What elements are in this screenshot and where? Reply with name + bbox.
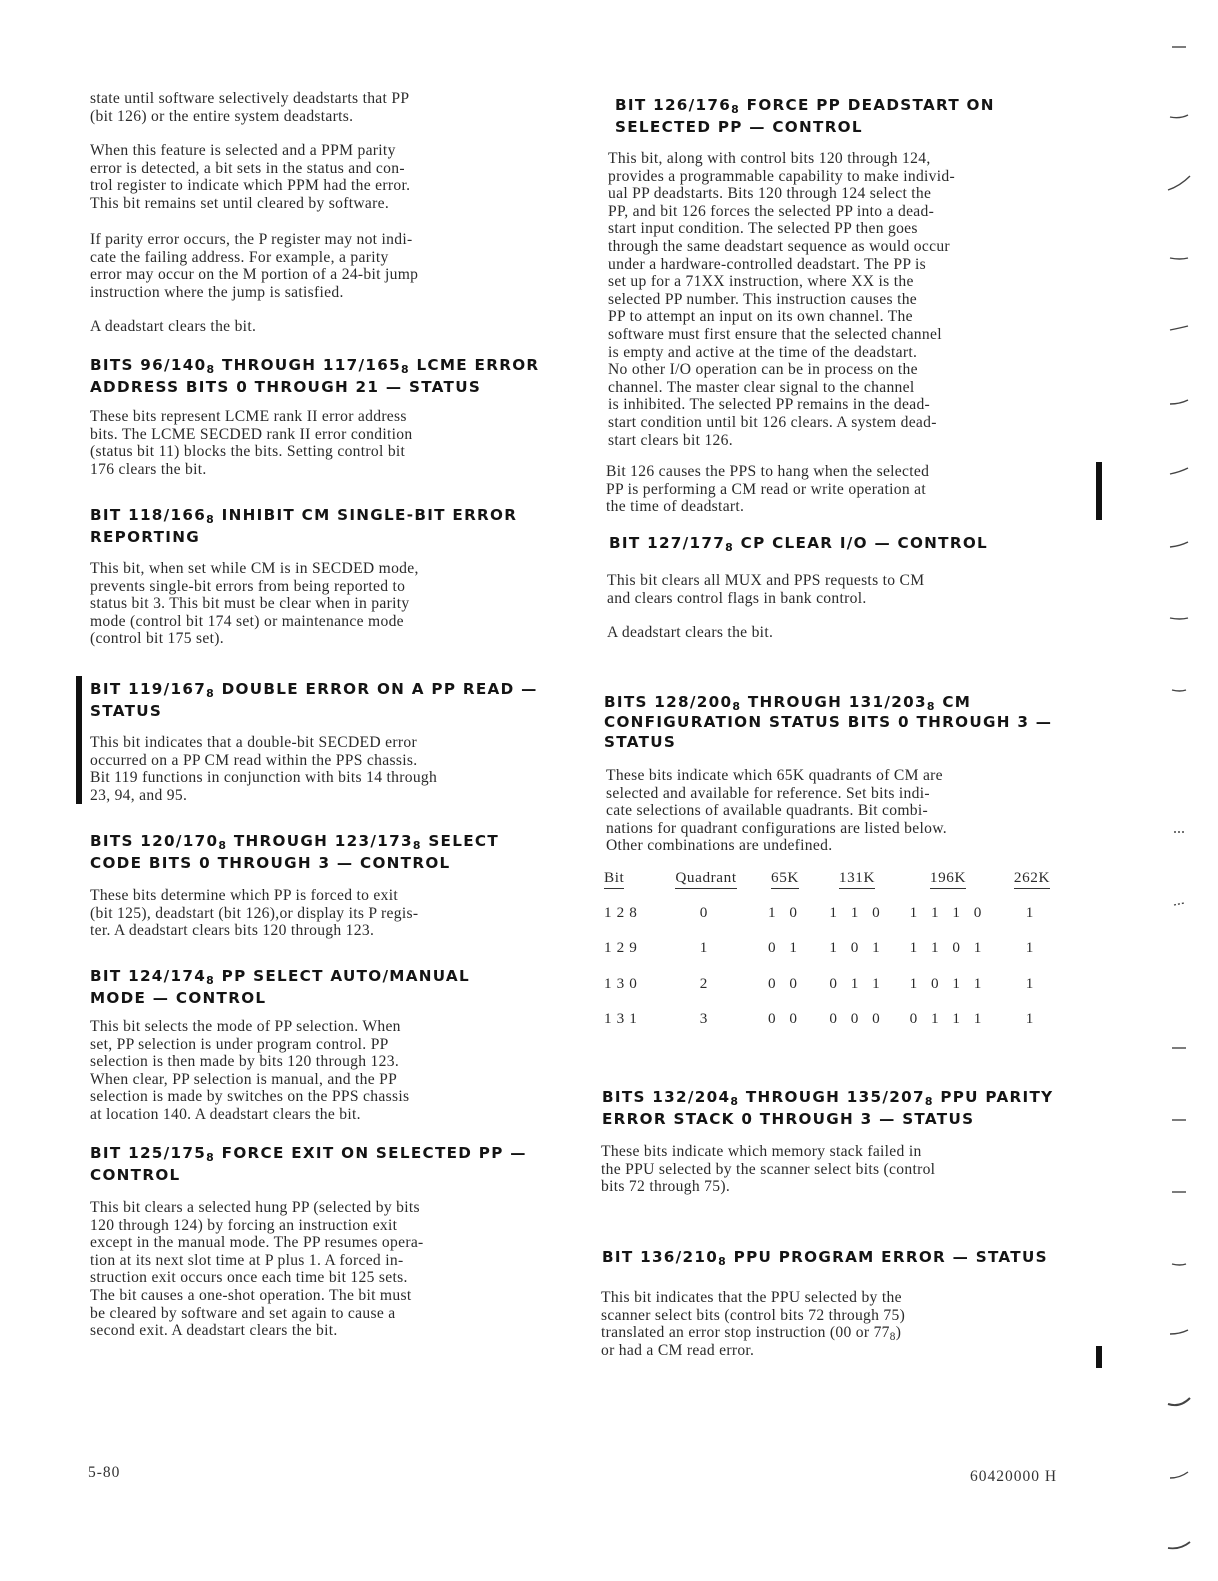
section-heading: BITS $96/140_8$ THROUGH $117/165_8$ LCME ERROR ADDRESS BITS 0 THROUGH 21 — STATUS	[90, 356, 540, 396]
column-header: 65K	[756, 869, 814, 895]
paragraph: This bit indicates that the PPU selected by the scanner select bits (control bits 72 through 75) translated an error stop instruction (00 or $77_8$) or had a CM read error.	[601, 1289, 906, 1359]
table-row	[604, 1002, 1068, 1038]
table-cell: 1 0	[768, 903, 802, 921]
table-header-row	[604, 869, 1068, 895]
table-cell: 130	[604, 974, 642, 992]
parity-error-text	[90, 231, 568, 301]
change-bar	[1096, 1346, 1102, 1368]
paragraph: A deadstart clears the bit.	[607, 624, 774, 641]
section-heading: BIT $126/176_8$ FORCE PP DEADSTART ON SELECTED PP — CONTROL	[615, 96, 995, 136]
paragraph: This bit clears a selected hung PP (selected by bits 120 through 124) by forcing an instruction exit except in the manual mode. The PP resumes opera- tion at its next slot time at P plus 1. A forced in- struction exit occurs once each time bit 125 sets. The bit causes a one-shot operation. The bit must be cleared by software and set again to cause a second exit. A deadstart clears the bit.	[90, 1199, 424, 1340]
heading-bit-125	[90, 1142, 568, 1186]
paragraph: These bits indicate which 65K quadrants of CM are selected and available for reference. Set bits indi- cate selections of available quadrants. Bit combi- nations for quadrant configurations are listed below. Other combinations are undefined.	[606, 767, 947, 855]
paragraph: This bit clears all MUX and PPS requests to CM and clears control flags in bank control.	[607, 572, 925, 607]
table-cell: 1	[1025, 1010, 1039, 1028]
paragraph: These bits determine which PP is forced to exit (bit 125), deadstart (bit 126),or display its P regis- ter. A deadstart clears bits 120 through 123.	[90, 887, 419, 940]
paragraph: These bits indicate which memory stack failed in the PPU selected by the scanner select bits (control bits 72 through 75).	[601, 1143, 936, 1196]
section-heading: BITS $132/204_8$ THROUGH $135/207_8$ PPU PARITY ERROR STACK 0 THROUGH 3 — STATUS	[602, 1088, 1054, 1128]
section-heading: BIT $125/175_8$ FORCE EXIT ON SELECTED PP — CONTROL	[90, 1144, 527, 1184]
column-header: 131K	[814, 869, 900, 895]
section-heading: BIT $119/167_8$ DOUBLE ERROR ON A PP READ — STATUS	[90, 680, 538, 720]
force-exit-text	[90, 1199, 568, 1340]
table-row	[604, 931, 1068, 967]
paragraph: A deadstart clears the bit.	[90, 318, 257, 335]
heading-bit-136	[602, 1246, 1080, 1268]
table-cell: 1 1 0 1	[909, 939, 987, 957]
table-cell: 1	[1025, 974, 1039, 992]
ppu-program-error-text	[601, 1289, 1080, 1359]
cp-clear-text	[607, 572, 1080, 607]
heading-bit-118	[90, 504, 568, 548]
table-cell: 1	[1025, 903, 1039, 921]
paragraph: This bit indicates that a double-bit SECDED error occurred on a PP CM read within the PPS chassis. Bit 119 functions in conjunction with bits 14 through 23, 94, and 95.	[90, 734, 438, 804]
inhibit-cm-text	[90, 560, 568, 648]
heading-bit-126	[615, 94, 1080, 138]
section-heading: BIT $118/166_8$ INHIBIT CM SINGLE-BIT ERROR REPORTING	[90, 506, 518, 546]
deadstart-note-right	[607, 624, 1080, 642]
heading-bits-96-117	[90, 354, 568, 398]
pps-hang-text	[606, 463, 1080, 516]
quadrant-table-wrap	[604, 869, 1074, 1037]
paragraph: This bit, when set while CM is in SECDED mode, prevents single-bit errors from being reported to status bit 3. This bit must be clear when in parity mode (control bit 174 set) or maintenance mode (control bit 175 set).	[90, 560, 419, 648]
change-bar	[76, 676, 82, 804]
table-cell: 0 0	[768, 1010, 802, 1028]
table-cell: 131	[604, 1010, 642, 1028]
document-number: 60420000 H	[970, 1468, 1058, 1485]
table-cell: 3	[699, 1010, 713, 1028]
column-header: Quadrant	[656, 869, 756, 895]
ppm-parity-text	[90, 142, 568, 212]
force-deadstart-text	[608, 150, 1080, 449]
section-heading: BIT $136/210_8$ PPU PROGRAM ERROR — STATUS	[602, 1248, 1048, 1269]
heading-bit-124	[90, 965, 568, 1009]
heading-bits-120-123	[90, 830, 568, 874]
quadrant-table	[604, 869, 1068, 1037]
table-cell: 0 0	[768, 974, 802, 992]
section-intro-text	[90, 90, 568, 125]
table-cell: 129	[604, 939, 642, 957]
paragraph: If parity error occurs, the P register may not indi- cate the failing address. For example, a parity error may occur on the M portion of a 24-bit jump instruction where the jump is satisfied.	[90, 231, 419, 301]
table-cell: 0 0 0	[829, 1010, 885, 1028]
change-bar	[1096, 462, 1102, 520]
table-cell: 1 0 1	[829, 939, 885, 957]
section-heading: BITS $120/170_8$ THROUGH $123/173_8$ SELECT CODE BITS 0 THROUGH 3 — CONTROL	[90, 832, 499, 872]
lcme-error-text	[90, 408, 568, 478]
table-row	[604, 966, 1068, 1002]
paragraph: state until software selectively deadstarts that PP (bit 126) or the entire system deadstarts.	[90, 90, 410, 125]
section-heading: BITS $128/200_8$ THROUGH $131/203_8$ CM CONFIGURATION STATUS BITS 0 THROUGH 3 — STATUS	[604, 693, 1053, 751]
cm-config-text	[606, 767, 1080, 855]
select-code-text	[90, 887, 568, 940]
deadstart-note	[90, 318, 568, 336]
table-cell: 0 1 1 1	[909, 1010, 987, 1028]
table-row	[604, 895, 1068, 931]
ppu-parity-text	[601, 1143, 1080, 1196]
page-number: 5-80	[88, 1464, 121, 1481]
paragraph: These bits represent LCME rank II error address bits. The LCME SECDED rank II error condition (status bit 11) blocks the bits. Setting control bit 176 clears the bit.	[90, 408, 413, 478]
double-error-text	[90, 734, 568, 804]
paragraph: When this feature is selected and a PPM parity error is detected, a bit sets in the status and con- trol register to indicate which PPM had the error. This bit remains set until cleared by software.	[90, 142, 411, 212]
section-heading: BIT $124/174_8$ PP SELECT AUTO/MANUAL MODE — CONTROL	[90, 967, 470, 1007]
binding-edge-marks	[1160, 0, 1200, 1581]
pp-select-text	[90, 1018, 568, 1124]
paragraph: Bit 126 causes the PPS to hang when the selected PP is performing a CM read or write operation at the time of deadstart.	[606, 463, 930, 516]
table-cell: 0 1	[768, 939, 802, 957]
column-header: Bit	[604, 869, 656, 895]
table-cell: 1 0 1 1	[909, 974, 987, 992]
table-cell: 1	[1025, 939, 1039, 957]
column-header: 196K	[900, 869, 996, 895]
section-heading: BIT $127/177_8$ CP CLEAR I/O — CONTROL	[609, 534, 989, 555]
table-cell: 128	[604, 903, 642, 921]
heading-bits-128-131	[604, 692, 1080, 752]
heading-bit-119	[90, 678, 568, 722]
heading-bits-132-135	[602, 1086, 1080, 1130]
table-cell: 1 1 0	[829, 903, 885, 921]
paragraph: This bit selects the mode of PP selection. When set, PP selection is under program control. PP selection is then made by bits 120 through 123. When clear, PP selection is manual, and the PP selection is made by switches on the PPS chassis at location 140. A deadstart clears the bit.	[90, 1018, 410, 1123]
column-header: 262K	[996, 869, 1068, 895]
table-cell: 0	[699, 903, 713, 921]
table-cell: 2	[699, 974, 713, 992]
heading-bit-127	[609, 532, 1080, 554]
table-cell: 1	[699, 939, 713, 957]
table-cell: 0 1 1	[829, 974, 885, 992]
paragraph: This bit, along with control bits 120 through 124, provides a programmable capability to make individ- ual PP deadstarts. Bits 120 through 124 select the PP, and bit 126 forces the selected PP into a dead- start input condition. The selected PP then goes through the same deadstart sequence as would occur under a hardware-controlled deadstart. The PP is set up for a 71XX instruction, where XX is the selected PP number. This instruction causes the PP to attempt an input on its own channel. The software must first ensure that the selected channel is empty and active at the time of the deadstart. No other I/O operation can be in process on the channel. The master clear signal to the channel is inhibited. The selected PP remains in the dead- start condition until bit 126 clears. A system dead- start clears bit 126.	[608, 150, 956, 449]
table-cell: 1 1 1 0	[909, 903, 987, 921]
